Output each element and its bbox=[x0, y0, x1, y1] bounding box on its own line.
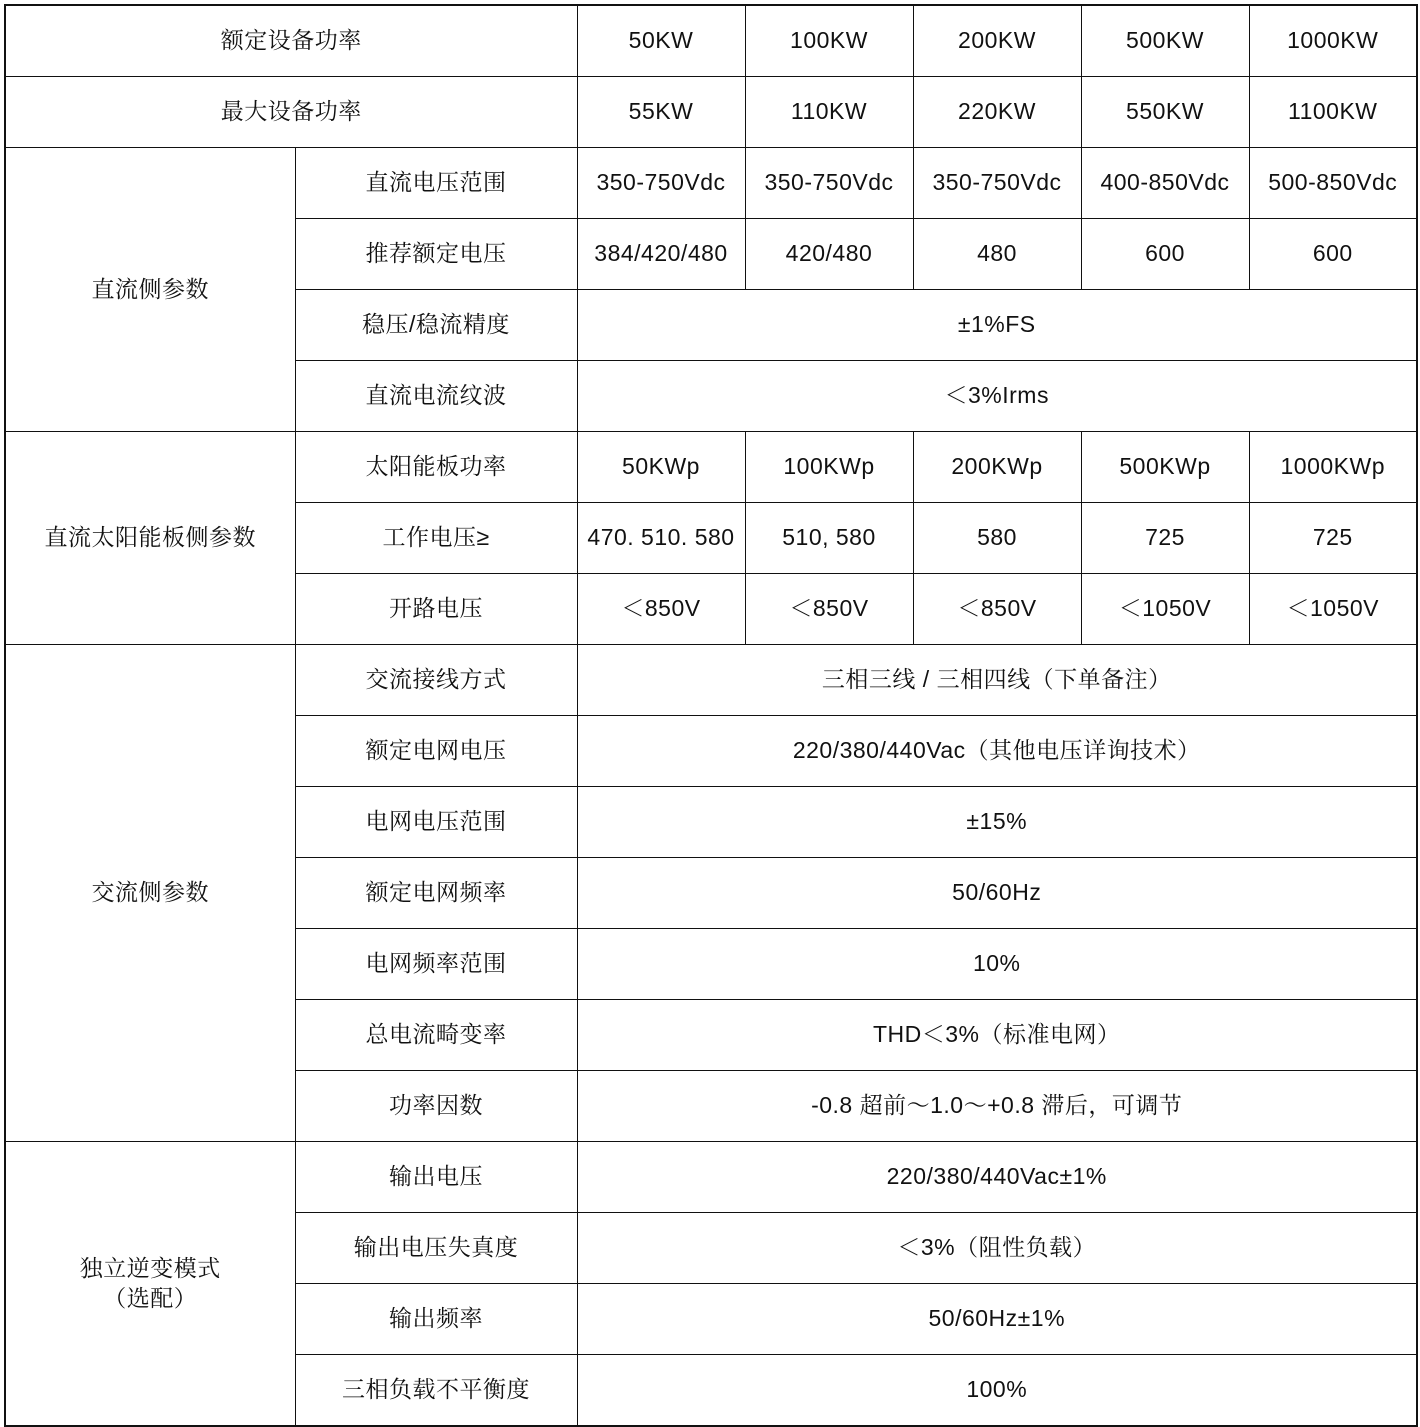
table-row bbox=[5, 148, 1417, 219]
group-label-ac-side: 交流侧参数 bbox=[5, 645, 295, 1142]
cell-pv-power-200kw: 200KWp bbox=[913, 432, 1081, 503]
cell-recommended-voltage-200kw: 480 bbox=[913, 219, 1081, 290]
row-label-working-voltage: 工作电压≥ bbox=[295, 503, 577, 574]
row-label-pv-power: 太阳能板功率 bbox=[295, 432, 577, 503]
cell-working-voltage-100kw: 510, 580 bbox=[745, 503, 913, 574]
row-label-output-frequency: 输出频率 bbox=[295, 1284, 577, 1355]
group-label-line1: 独立逆变模式 bbox=[79, 1254, 221, 1281]
row-label-output-voltage: 输出电压 bbox=[295, 1142, 577, 1213]
cell-max-power-100kw: 110KW bbox=[745, 77, 913, 148]
row-label-rated-grid-frequency: 额定电网频率 bbox=[295, 858, 577, 929]
cell-thd: THD＜3%（标准电网） bbox=[577, 1000, 1417, 1071]
table-row bbox=[5, 1142, 1417, 1213]
cell-open-circuit-voltage-50kw: ＜850V bbox=[577, 574, 745, 645]
row-label-recommended-voltage: 推荐额定电压 bbox=[295, 219, 577, 290]
cell-dc-current-ripple: ＜3%Irms bbox=[577, 361, 1417, 432]
cell-working-voltage-1000kw: 725 bbox=[1249, 503, 1417, 574]
cell-grid-voltage-range: ±15% bbox=[577, 787, 1417, 858]
cell-rated-grid-frequency: 50/60Hz bbox=[577, 858, 1417, 929]
table-row bbox=[5, 5, 1417, 77]
cell-dc-voltage-range-1000kw: 500-850Vdc bbox=[1249, 148, 1417, 219]
cell-max-power-200kw: 220KW bbox=[913, 77, 1081, 148]
cell-recommended-voltage-1000kw: 600 bbox=[1249, 219, 1417, 290]
cell-rated-power-500kw: 500KW bbox=[1081, 5, 1249, 77]
cell-recommended-voltage-500kw: 600 bbox=[1081, 219, 1249, 290]
cell-dc-voltage-range-200kw: 350-750Vdc bbox=[913, 148, 1081, 219]
cell-rated-grid-voltage: 220/380/440Vac（其他电压详询技术） bbox=[577, 716, 1417, 787]
cell-rated-power-100kw: 100KW bbox=[745, 5, 913, 77]
cell-open-circuit-voltage-500kw: ＜1050V bbox=[1081, 574, 1249, 645]
cell-output-voltage-distortion: ＜3%（阻性负载） bbox=[577, 1213, 1417, 1284]
cell-grid-frequency-range: 10% bbox=[577, 929, 1417, 1000]
group-label-pv-side: 直流太阳能板侧参数 bbox=[5, 432, 295, 645]
specification-table bbox=[4, 4, 1418, 1427]
group-label-standalone-inverter bbox=[5, 1142, 295, 1427]
cell-three-phase-unbalance: 100% bbox=[577, 1355, 1417, 1427]
cell-dc-voltage-range-50kw: 350-750Vdc bbox=[577, 148, 745, 219]
cell-max-power-1000kw: 1100KW bbox=[1249, 77, 1417, 148]
cell-working-voltage-50kw: 470. 510. 580 bbox=[577, 503, 745, 574]
row-label-power-factor: 功率因数 bbox=[295, 1071, 577, 1142]
cell-max-power-50kw: 55KW bbox=[577, 77, 745, 148]
cell-rated-power-200kw: 200KW bbox=[913, 5, 1081, 77]
cell-output-frequency: 50/60Hz±1% bbox=[577, 1284, 1417, 1355]
row-label-ac-wiring: 交流接线方式 bbox=[295, 645, 577, 716]
cell-regulation-accuracy: ±1%FS bbox=[577, 290, 1417, 361]
row-label-regulation-accuracy: 稳压/稳流精度 bbox=[295, 290, 577, 361]
row-label-three-phase-unbalance: 三相负载不平衡度 bbox=[295, 1355, 577, 1427]
cell-working-voltage-500kw: 725 bbox=[1081, 503, 1249, 574]
row-label-rated-grid-voltage: 额定电网电压 bbox=[295, 716, 577, 787]
row-label-dc-current-ripple: 直流电流纹波 bbox=[295, 361, 577, 432]
row-label-thd: 总电流畸变率 bbox=[295, 1000, 577, 1071]
table-row bbox=[5, 432, 1417, 503]
cell-rated-power-50kw: 50KW bbox=[577, 5, 745, 77]
cell-pv-power-500kw: 500KWp bbox=[1081, 432, 1249, 503]
cell-open-circuit-voltage-1000kw: ＜1050V bbox=[1249, 574, 1417, 645]
row-label-grid-voltage-range: 电网电压范围 bbox=[295, 787, 577, 858]
cell-open-circuit-voltage-200kw: ＜850V bbox=[913, 574, 1081, 645]
cell-pv-power-100kw: 100KWp bbox=[745, 432, 913, 503]
row-label-max-power: 最大设备功率 bbox=[5, 77, 577, 148]
table-row bbox=[5, 645, 1417, 716]
cell-recommended-voltage-50kw: 384/420/480 bbox=[577, 219, 745, 290]
cell-rated-power-1000kw: 1000KW bbox=[1249, 5, 1417, 77]
cell-pv-power-50kw: 50KWp bbox=[577, 432, 745, 503]
cell-output-voltage: 220/380/440Vac±1% bbox=[577, 1142, 1417, 1213]
table-row bbox=[5, 77, 1417, 148]
cell-max-power-500kw: 550KW bbox=[1081, 77, 1249, 148]
row-label-output-voltage-distortion: 输出电压失真度 bbox=[295, 1213, 577, 1284]
cell-ac-wiring: 三相三线 / 三相四线（下单备注） bbox=[577, 645, 1417, 716]
row-label-open-circuit-voltage: 开路电压 bbox=[295, 574, 577, 645]
cell-working-voltage-200kw: 580 bbox=[913, 503, 1081, 574]
cell-pv-power-1000kw: 1000KWp bbox=[1249, 432, 1417, 503]
cell-dc-voltage-range-100kw: 350-750Vdc bbox=[745, 148, 913, 219]
cell-power-factor: -0.8 超前～1.0～+0.8 滞后，可调节 bbox=[577, 1071, 1417, 1142]
row-label-dc-voltage-range: 直流电压范围 bbox=[295, 148, 577, 219]
row-label-rated-power: 额定设备功率 bbox=[5, 5, 577, 77]
cell-open-circuit-voltage-100kw: ＜850V bbox=[745, 574, 913, 645]
row-label-grid-frequency-range: 电网频率范围 bbox=[295, 929, 577, 1000]
group-label-line2: （选配） bbox=[103, 1284, 198, 1311]
cell-dc-voltage-range-500kw: 400-850Vdc bbox=[1081, 148, 1249, 219]
cell-recommended-voltage-100kw: 420/480 bbox=[745, 219, 913, 290]
group-label-dc-side: 直流侧参数 bbox=[5, 148, 295, 432]
